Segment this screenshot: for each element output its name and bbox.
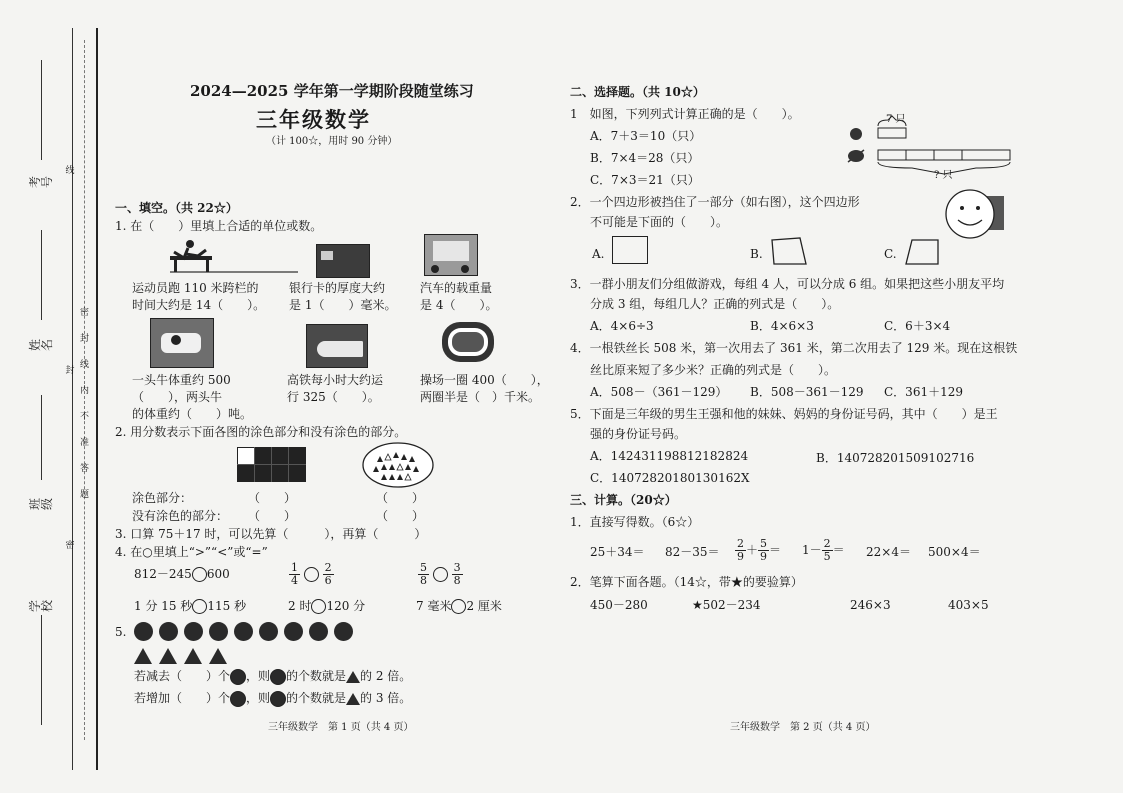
black-triangle bbox=[159, 648, 177, 664]
section2-title: 二、选择题。（共 10☆） bbox=[570, 85, 705, 99]
q1-bar-diagram bbox=[842, 112, 1022, 180]
p2-q1-option-a[interactable]: A．7＋3＝10（只） bbox=[590, 129, 702, 143]
q2-unshaded-answer-1[interactable]: （ ） bbox=[248, 509, 297, 523]
q5-line1[interactable]: 若减去（ ）个 ，则 的个数就是 的 2 倍。 bbox=[134, 669, 412, 683]
black-circle bbox=[334, 622, 353, 641]
exam-meta: （计 100☆，用时 90 分钟） bbox=[266, 136, 398, 147]
black-circle bbox=[309, 622, 328, 641]
irregular-quadrilateral-icon[interactable] bbox=[770, 236, 810, 270]
fraction-one-quarter: $\frac{1}{4}$ bbox=[291, 561, 298, 587]
black-circle bbox=[284, 622, 303, 641]
triangle-icon bbox=[346, 693, 360, 705]
p2-q4-line2: 丝比原来短了多少米？正确的列式是（ ）。 bbox=[590, 363, 837, 377]
q1-item5-line1: 高铁每小时大约运 bbox=[287, 373, 384, 387]
p2-q2-line1: 2．一个四边形被挡住了一部分（如右图），这个四边形 bbox=[570, 195, 860, 209]
p2-q1-option-b[interactable]: B．7×4＝28（只） bbox=[590, 151, 700, 165]
p2-q2-option-c-label[interactable]: C. bbox=[884, 247, 897, 261]
black-circle bbox=[259, 622, 278, 641]
p2-q4-option-c[interactable]: C．361＋129 bbox=[884, 385, 963, 399]
class-field[interactable] bbox=[41, 395, 42, 480]
circles-row bbox=[134, 622, 364, 644]
triangles-oval-figure bbox=[362, 442, 434, 492]
q1-item2-line1: 银行卡的厚度大约 bbox=[289, 281, 386, 295]
p2-q5-option-c[interactable]: C．14072820180130162X bbox=[590, 471, 750, 485]
q1-diagram-label-bottom: ? 只 bbox=[934, 170, 953, 181]
q1-item4-line3[interactable]: 的体重约（ ）吨。 bbox=[132, 407, 253, 421]
p2-q3-line2: 分成 3 组，每组几人？正确的列式是（ ）。 bbox=[590, 297, 840, 311]
name-field[interactable] bbox=[41, 230, 42, 320]
calc-25-plus-34[interactable]: 25＋34＝ bbox=[590, 545, 645, 559]
q4-compare-c[interactable] bbox=[288, 598, 365, 614]
q4-compare-d[interactable] bbox=[416, 598, 502, 614]
compare-circle[interactable] bbox=[433, 567, 448, 582]
p2-calc1-stem: 1．直接写得数。（6☆） bbox=[570, 515, 700, 529]
p2-q3-option-a[interactable]: A．4×6÷3 bbox=[590, 319, 654, 333]
p2-q3-line1: 3．一群小朋友们分组做游戏，每组 4 人，可以分成 6 组。如果把这些小朋友平均 bbox=[570, 277, 1005, 291]
circle-icon bbox=[270, 691, 286, 707]
running-track-image bbox=[440, 320, 496, 368]
q2-unshaded-label: 没有涂色的部分： bbox=[132, 509, 229, 523]
q4-b-left: 1 分 15 秒 bbox=[134, 599, 193, 613]
fraction-two-ninths: $\frac{2}{9}$ bbox=[737, 537, 744, 563]
circle-icon bbox=[230, 669, 246, 685]
compare-circle[interactable] bbox=[451, 599, 466, 614]
bank-card-image bbox=[316, 244, 370, 278]
shaded-rectangle-figure bbox=[237, 447, 307, 487]
q1-item3-line1: 汽车的载重量 bbox=[420, 281, 493, 295]
black-triangle bbox=[134, 648, 152, 664]
q4-compare-a[interactable] bbox=[134, 566, 230, 582]
page1-footer: 三年级数学 第 1 页（共 4 页） bbox=[268, 722, 414, 733]
compare-circle[interactable] bbox=[311, 599, 326, 614]
q1-item1-line2[interactable]: 时间大约是 14（ ）。 bbox=[132, 298, 266, 312]
p2-q2-line2: 不可能是下面的（ ）。 bbox=[590, 215, 729, 229]
exam-no-field[interactable] bbox=[41, 60, 42, 160]
compare-circle[interactable] bbox=[304, 567, 319, 582]
section3-title: 三、计算。（20☆） bbox=[570, 493, 677, 507]
p1-q1-stem: 1. 在（ ）里填上合适的单位或数。 bbox=[115, 219, 323, 233]
written-calc-403-times-5[interactable]: 403×5 bbox=[948, 598, 989, 612]
p1-q3[interactable]: 3. 口算 75＋17 时，可以先算（ ），再算（ ） bbox=[115, 527, 427, 541]
written-calc-450-minus-280[interactable]: 450－280 bbox=[590, 598, 648, 612]
binding-border-line bbox=[96, 28, 98, 770]
q4-a-left: 812－245 bbox=[134, 567, 192, 581]
q1-item1-line1: 运动员跑 110 米跨栏的 bbox=[132, 281, 259, 295]
school-field[interactable] bbox=[41, 615, 42, 725]
q2-unshaded-answer-2[interactable]: （ ） bbox=[376, 509, 425, 523]
seal-mark-feng: 封 bbox=[65, 366, 75, 376]
trapezoid-shape-icon[interactable] bbox=[904, 238, 940, 270]
q4-d-left: 7 毫米 bbox=[416, 599, 452, 613]
q4-compare-fraction-2[interactable] bbox=[418, 562, 463, 587]
p1-q2-stem: 2. 用分数表示下面各图的涂色部分和没有涂色的部分。 bbox=[115, 425, 407, 439]
p2-q4-option-b[interactable]: B．508－361－129 bbox=[750, 385, 864, 399]
calc-fraction-sum[interactable]: $\frac{2}{9}$ ＋ $\frac{5}{9}$ ＝ bbox=[737, 537, 782, 563]
circle-icon bbox=[270, 669, 286, 685]
fraction-two-fifths: $\frac{2}{5}$ bbox=[823, 537, 831, 563]
p2-calc2-stem: 2．笔算下面各题。（14☆，带★的要验算） bbox=[570, 575, 803, 589]
p1-q5-number: 5. bbox=[115, 625, 127, 639]
written-calc-246-times-3[interactable]: 246×3 bbox=[850, 598, 891, 612]
black-triangle bbox=[209, 648, 227, 664]
black-circle bbox=[209, 622, 228, 641]
p2-q1-option-c[interactable]: C．7×3＝21（只） bbox=[590, 173, 700, 187]
q2-shaded-answer-1[interactable]: （ ） bbox=[248, 491, 297, 505]
q1-item6-line1[interactable]: 操场一圈 400（ ）， bbox=[420, 373, 549, 387]
q4-c-right: 120 分 bbox=[326, 599, 366, 613]
bullet-train-image bbox=[306, 324, 368, 368]
name-label: 姓名 bbox=[28, 339, 54, 352]
p2-q5-line1: 5．下面是三年级的男生王强和他的妹妹、妈妈的身份证号码，其中（ ）是王 bbox=[570, 407, 998, 421]
triangles-row bbox=[134, 648, 244, 666]
black-circle bbox=[184, 622, 203, 641]
exam-title: 2024—2025 学年第一学期阶段随堂练习 bbox=[190, 82, 474, 100]
q1-diagram-label-top: 7 只 bbox=[886, 114, 906, 125]
black-circle bbox=[234, 622, 253, 641]
section1-title: 一、填空。（共 22☆） bbox=[115, 201, 238, 215]
circle-icon bbox=[230, 691, 246, 707]
seal-line bbox=[72, 28, 73, 770]
fraction-five-ninths: $\frac{5}{9}$ bbox=[760, 537, 768, 563]
written-calc-502-minus-234[interactable]: ★502－234 bbox=[692, 598, 761, 612]
p2-q4-option-a[interactable]: A．508－（361－129） bbox=[590, 385, 728, 399]
q1-item2-line2[interactable]: 是 1（ ）毫米。 bbox=[289, 298, 397, 312]
calc-22-times-4[interactable]: 22×4＝ bbox=[866, 545, 911, 559]
p2-q5-line2: 强的身份证号码。 bbox=[590, 427, 687, 441]
seal-mark-xian: 线 bbox=[65, 166, 75, 176]
q1-item6-line2[interactable]: 两圈半是（ ）千米。 bbox=[420, 390, 541, 404]
calc-one-minus-fraction[interactable]: 1－ $\frac{2}{5}$ ＝ bbox=[802, 537, 845, 563]
school-label: 学校 bbox=[28, 600, 54, 613]
seal-mark-mi: 密 bbox=[65, 541, 75, 551]
fraction-three-eighths: $\frac{3}{8}$ bbox=[453, 561, 461, 587]
hurdle-runner-image bbox=[168, 238, 298, 274]
exam-no-label: 考号 bbox=[28, 176, 54, 189]
p2-q1-stem: 1 如图，下列列式计算正确的是（ ）。 bbox=[570, 107, 800, 121]
q1-item4-line1: 一头牛体重约 500 bbox=[132, 373, 231, 387]
p2-q2-option-b-label[interactable]: B. bbox=[750, 247, 763, 261]
q2-shaded-label: 涂色部分： bbox=[132, 491, 193, 505]
black-triangle bbox=[184, 648, 202, 664]
fraction-five-eighths: $\frac{5}{8}$ bbox=[420, 561, 427, 587]
rectangle-shape-icon[interactable] bbox=[612, 236, 648, 264]
q4-compare-b[interactable] bbox=[134, 598, 246, 614]
q4-c-left: 2 时 bbox=[288, 599, 312, 613]
calc-500-times-4[interactable]: 500×4＝ bbox=[928, 545, 981, 559]
cow-image bbox=[150, 318, 214, 368]
p2-q4-line1: 4．一根铁丝长 508 米，第一次用去了 361 米，第二次用去了 129 米。现在这根铁 bbox=[570, 341, 1018, 355]
q2-shaded-answer-2[interactable]: （ ） bbox=[376, 491, 425, 505]
q4-compare-fraction-1[interactable] bbox=[289, 562, 334, 587]
q1-item4-line2[interactable]: （ ），两头牛 bbox=[132, 390, 223, 404]
q4-d-right: 2 厘米 bbox=[466, 599, 502, 613]
q1-item3-line2[interactable]: 是 4（ ）。 bbox=[420, 298, 498, 312]
black-circle bbox=[134, 622, 153, 641]
p2-q5-option-a[interactable]: A．142431198812182824 bbox=[590, 449, 749, 463]
p2-q5-option-b[interactable]: B．140728201509102716 bbox=[816, 451, 975, 465]
q1-item5-line2[interactable]: 行 325（ ）。 bbox=[287, 390, 380, 404]
seal-instruction: 密 封 线 内 不 准 答 题 bbox=[80, 308, 90, 500]
subject-title: 三年级数学 bbox=[256, 107, 371, 132]
compare-circle[interactable] bbox=[192, 599, 207, 614]
page2-footer: 三年级数学 第 2 页（共 4 页） bbox=[730, 722, 876, 733]
black-circle bbox=[159, 622, 178, 641]
p2-q2-option-a-label[interactable]: A. bbox=[592, 247, 605, 261]
p2-q3-option-b[interactable]: B．4×6×3 bbox=[750, 319, 814, 333]
q5-line2[interactable]: 若增加（ ）个 ，则 的个数就是 的 3 倍。 bbox=[134, 691, 412, 705]
q4-b-right: 115 秒 bbox=[207, 599, 247, 613]
truck-image bbox=[424, 234, 478, 276]
p1-q4-stem: 4. 在○里填上“>”“<”或“=” bbox=[115, 545, 268, 559]
q4-a-right: 600 bbox=[206, 567, 230, 581]
hidden-quadrilateral-figure bbox=[944, 188, 1006, 244]
compare-circle[interactable] bbox=[192, 567, 207, 582]
fraction-two-sixths: $\frac{2}{6}$ bbox=[324, 561, 332, 587]
calc-82-minus-35[interactable]: 82－35＝ bbox=[665, 545, 720, 559]
p2-q3-option-c[interactable]: C．6＋3×4 bbox=[884, 319, 951, 333]
class-label: 班级 bbox=[28, 498, 54, 511]
triangle-icon bbox=[346, 671, 360, 683]
